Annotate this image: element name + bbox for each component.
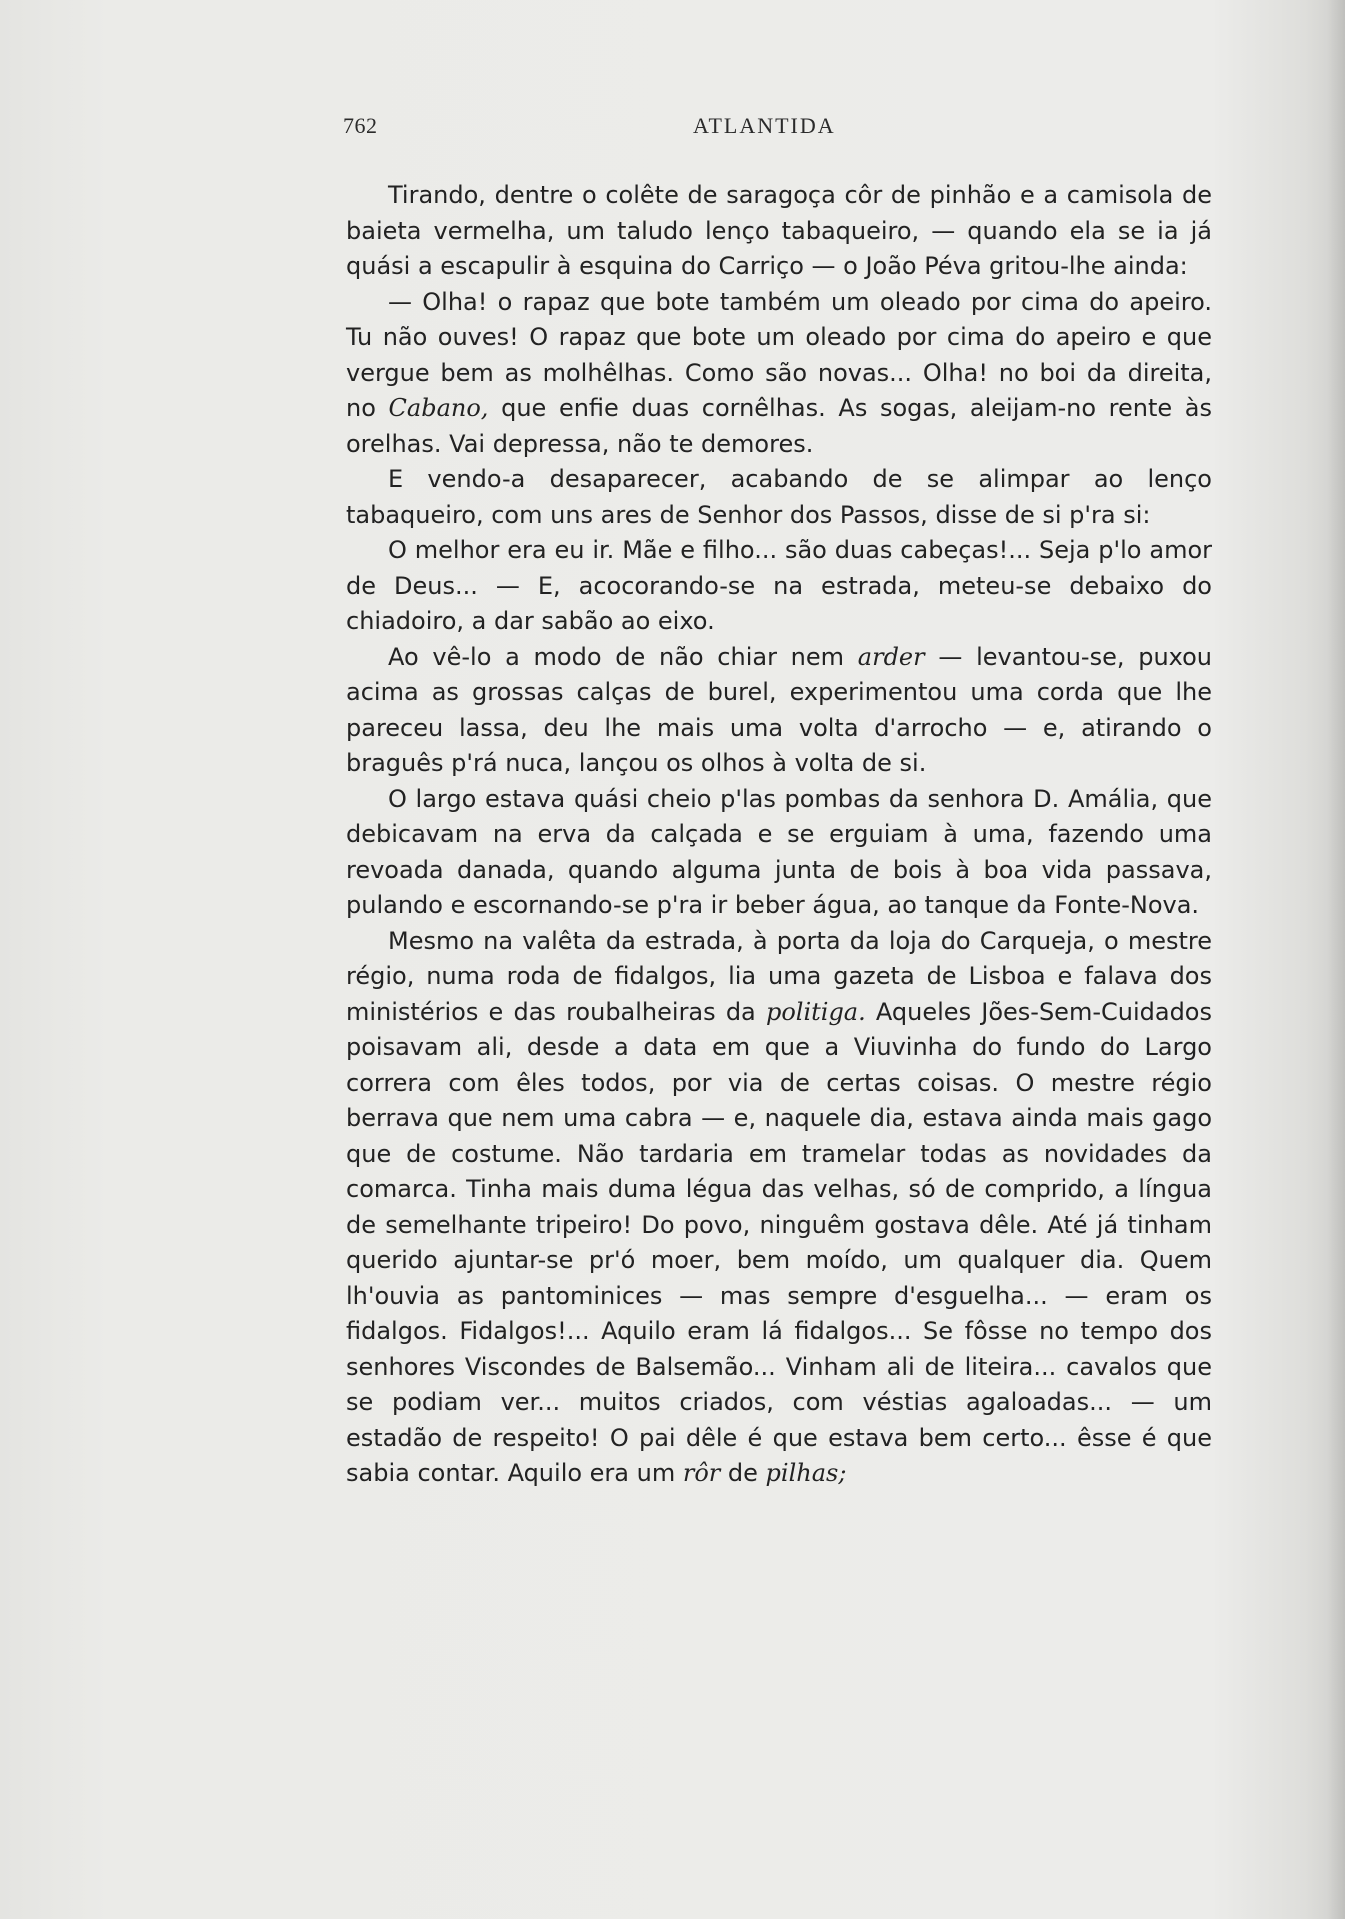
text-run: Tirando, dentre o colête de saragoça côr de pinhão e a camisola de baieta vermelha, um taludo lenço tabaqueiro, — quando ela se ia já quási a escapulir à esquina do Carriço — o João Péva gritou-lhe ainda: bbox=[346, 181, 1212, 280]
running-head bbox=[343, 113, 1210, 143]
journal-title: ATLANTIDA bbox=[693, 113, 836, 138]
text-run: O largo estava quási cheio p'las pombas da senhora D. Amália, que debicavam na erva da calçada e se erguiam à uma, fazendo uma revoada danada, quando alguma junta de bois à boa vida passava, pulando e escornando-se p'ra ir beber água, ao tanque da Fonte-Nova. bbox=[346, 784, 1212, 919]
italic-text: arder bbox=[857, 642, 925, 671]
paragraph bbox=[346, 462, 1212, 533]
text-run: de bbox=[720, 1459, 766, 1487]
paragraph bbox=[346, 533, 1212, 640]
body-text bbox=[346, 178, 1212, 1492]
italic-text: politiga. bbox=[765, 997, 866, 1026]
paragraph bbox=[346, 178, 1212, 285]
page-edge-shadow bbox=[1327, 0, 1345, 1919]
paragraph bbox=[346, 782, 1212, 924]
text-run: que enfie duas cornêlhas. As sogas, aleijam-no rente às orelhas. Vai depressa, não te demores. bbox=[346, 394, 1212, 458]
paragraph bbox=[346, 285, 1212, 463]
text-run: Ao vê-lo a modo de não chiar nem bbox=[388, 642, 858, 671]
text-run: — levantou-se, puxou acima as grossas calças de burel, experimentou uma corda que lhe pareceu lassa, deu lhe mais uma volta d'arrocho — e, atirando o braguês p'rá nuca, lançou os olhos à volta de si. bbox=[346, 642, 1213, 777]
italic-text: rôr bbox=[682, 1459, 721, 1487]
text-run: E vendo-a desaparecer, acabando de se alimpar ao lenço tabaqueiro, com uns ares de Senhor dos Passos, disse de si p'ra si: bbox=[346, 465, 1212, 529]
italic-text: Cabano, bbox=[388, 394, 489, 422]
text-run: Aqueles Jões-Sem-Cuidados poisavam ali, desde a data em que a Viuvinha do fundo do Largo correra com êles todos, por via de certas coisas. O mestre régio berrava que nem uma cabra — e, naquele dia, estava ainda mais gago que de costume. Não tardaria em tramelar todas as novidades da comarca. Tinha mais duma légua das velhas, só de comprido, a língua de semelhante tripeiro! Do povo, ninguêm gostava dêle. Até já tinham querido ajuntar-se pr'ó moer, bem moído, um qualquer dia. Quem lh'ouvia as pantominices — mas sempre d'esguelha... — eram os fidalgos. Fidalgos!... Aquilo eram lá fidalgos... Se fôsse no tempo dos senhores Viscondes de Balsemão... Vinham ali de liteira... cavalos que se podiam ver... muitos criados, com véstias agaloadas... — um estadão de respeito! O pai dêle é que estava bem certo... êsse é que sabia contar. Aquilo era um bbox=[346, 997, 1212, 1487]
italic-text: pilhas; bbox=[765, 1459, 847, 1487]
page-number: 762 bbox=[343, 113, 378, 138]
paragraph bbox=[346, 640, 1212, 782]
text-run: O melhor era eu ir. Mãe e filho... são duas cabeças!... Seja p'lo amor de Deus... — E, acocorando-se na estrada, meteu-se debaixo do chiadoiro, a dar sabão ao eixo. bbox=[346, 536, 1212, 635]
paragraph bbox=[346, 924, 1212, 1492]
text-run: Mesmo na valêta da estrada, à porta da loja do Carqueja, o mestre régio, numa roda de fidalgos, lia uma gazeta de Lisboa e falava dos ministérios e das roubalheiras da bbox=[346, 926, 1212, 1026]
text-run: — Olha! o rapaz que bote também um oleado por cima do apeiro. Tu não ouves! O rapaz que bote um oleado por cima do apeiro e que vergue bem as molhêlhas. Como são novas... Olha! no boi da direita, no bbox=[346, 287, 1212, 422]
